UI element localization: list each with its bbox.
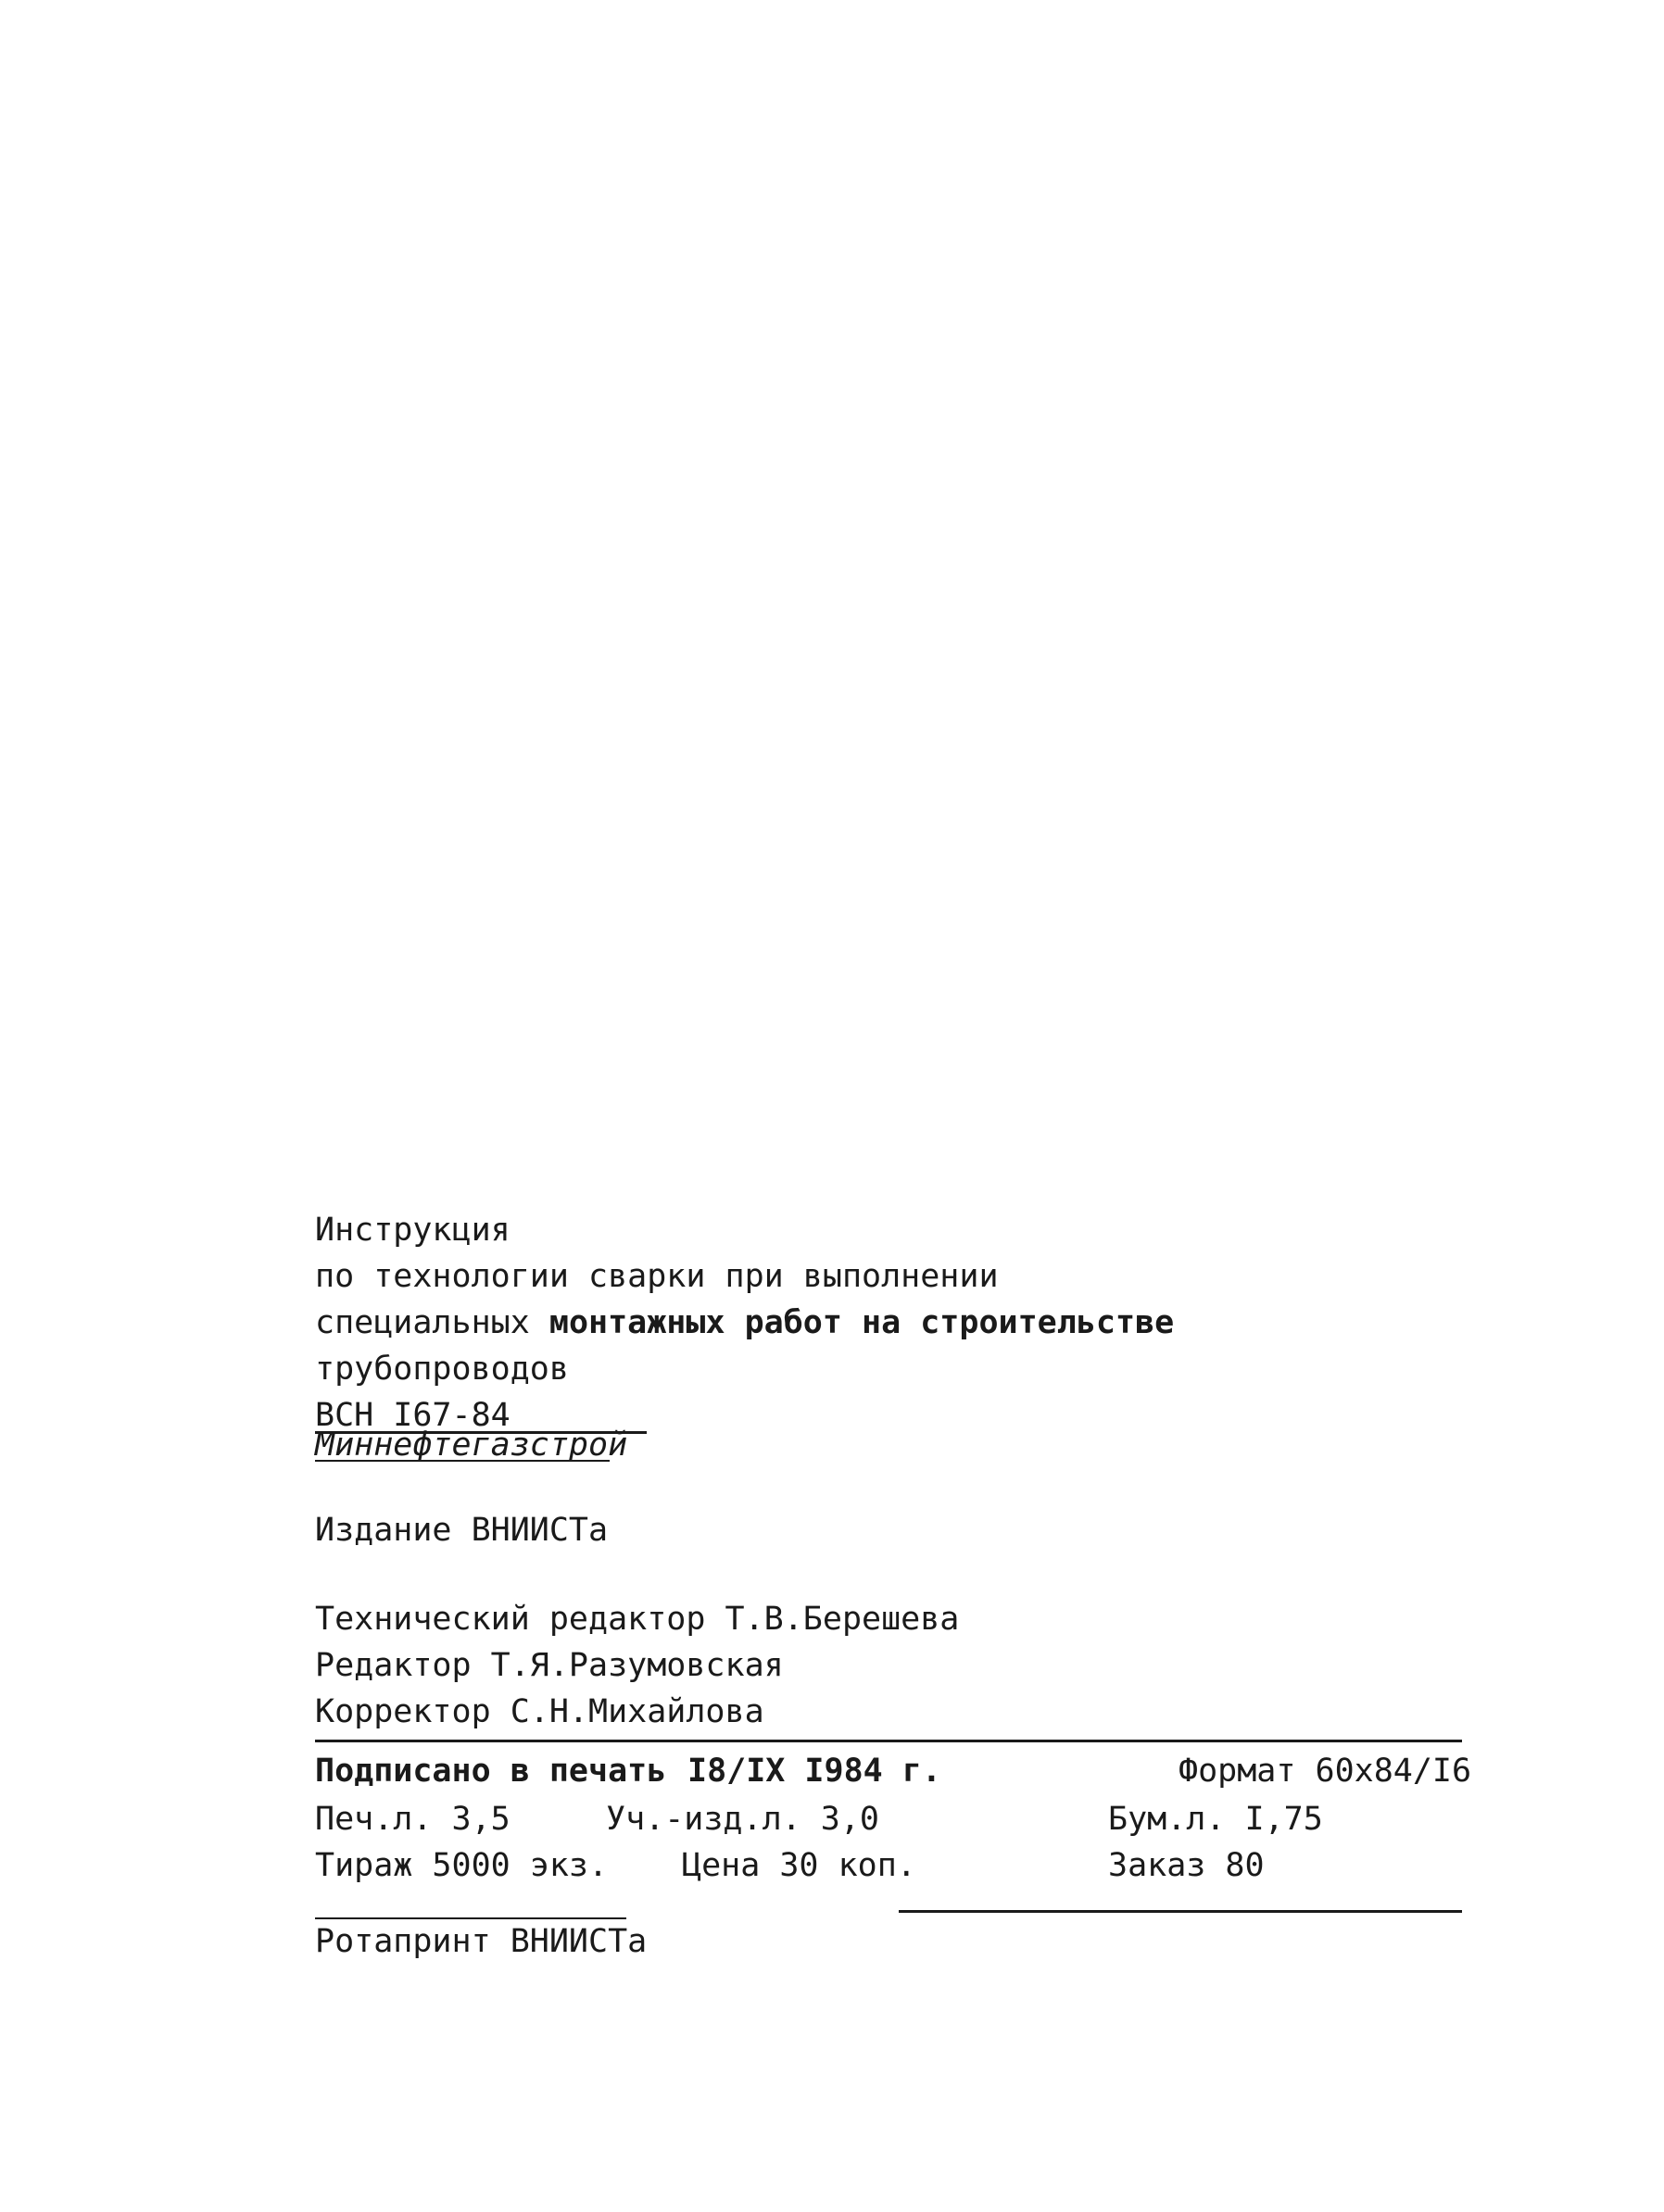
printer-rule — [315, 1917, 626, 1919]
corrector: Корректор С.Н.Михайлова — [315, 1693, 764, 1730]
print-run: Тираж 5000 экз. — [315, 1847, 609, 1884]
edition: Издание ВНИИСТа — [315, 1512, 609, 1549]
bottom-right-rule — [899, 1910, 1462, 1913]
pub-sheets: Уч.-изд.л. 3,0 — [606, 1801, 880, 1838]
signed-label: Подписано в печать — [315, 1753, 667, 1790]
title-line-1: Инструкция — [315, 1212, 511, 1249]
ministry-underline — [315, 1460, 610, 1462]
paper-sheets: Бум.л. I,75 — [1108, 1801, 1323, 1838]
title-line-4: трубопроводов — [315, 1351, 569, 1388]
price: Цена 30 коп. — [682, 1847, 916, 1884]
title-line-2: по технологии сварки при выполнении — [315, 1258, 999, 1295]
title-line-3-start: специальных — [315, 1304, 530, 1341]
doc-code: ВСН I67-84 — [315, 1397, 511, 1434]
editor: Редактор Т.Я.Разумовская — [315, 1647, 784, 1684]
signed-date: I8/IX I984 г. — [687, 1753, 941, 1790]
title-line-3 — [315, 1304, 1174, 1341]
title-line-3-end: монтажных работ на строительстве — [548, 1304, 1175, 1341]
ministry: Миннефтегазстрой — [315, 1426, 628, 1464]
imprint-top-rule — [315, 1740, 1462, 1742]
printer: Ротапринт ВНИИСТа — [315, 1923, 648, 1960]
print-sheets: Печ.л. 3,5 — [315, 1801, 511, 1838]
tech-editor: Технический редактор Т.В.Берешева — [315, 1601, 960, 1638]
order: Заказ 80 — [1108, 1847, 1265, 1884]
format: Формат 60х84/I6 — [1179, 1753, 1472, 1790]
